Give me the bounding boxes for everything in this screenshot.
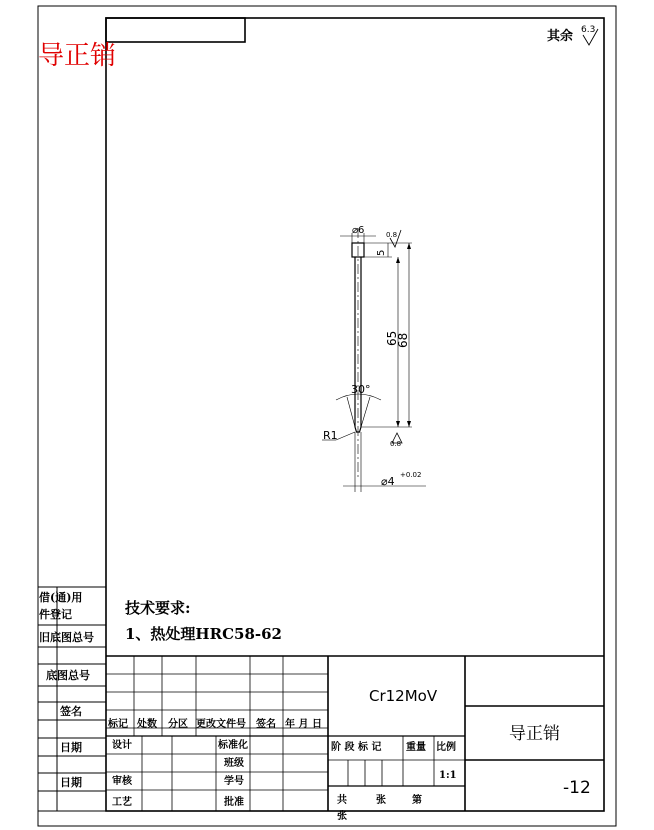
material: Cr12MoV bbox=[369, 687, 438, 705]
label-class: 班级 bbox=[224, 758, 244, 769]
roughness-top-value: 0.8 bbox=[386, 231, 398, 239]
dim-angle: 30° bbox=[351, 383, 371, 396]
label-process: 工艺 bbox=[112, 797, 132, 808]
label-standardize: 标准化 bbox=[218, 740, 248, 751]
part-drawing bbox=[322, 228, 426, 492]
weight-label: 重量 bbox=[406, 742, 426, 753]
col-mark: 标记 bbox=[108, 719, 128, 730]
dim-head-diameter: ⌀6 bbox=[352, 225, 365, 236]
roughness-tip-value: 0.8 bbox=[390, 440, 402, 448]
label-approve: 批准 bbox=[224, 797, 244, 808]
dim-tolerance: +0.02 bbox=[400, 471, 422, 479]
dim-total-length: 68 bbox=[396, 332, 410, 348]
watermark-title: 导正销 bbox=[38, 41, 117, 71]
roughness-other-value: 6.3 bbox=[581, 25, 596, 35]
label-review: 审核 bbox=[112, 776, 132, 787]
left-borrow-line2: 件登记 bbox=[39, 608, 72, 621]
scale-value: 1:1 bbox=[439, 770, 457, 781]
col-date: 年 月 日 bbox=[285, 719, 322, 730]
label-design: 设计 bbox=[112, 740, 132, 751]
roughness-other-label: 其余 bbox=[547, 29, 574, 44]
dim-shank-diameter: ⌀4 bbox=[381, 475, 395, 488]
sheets-label: 张 bbox=[376, 795, 386, 806]
stage-mark-label: 阶 段 标 记 bbox=[331, 742, 382, 753]
part-name: 导正销 bbox=[509, 724, 560, 744]
left-old-drawing-no: 旧底图总号 bbox=[39, 631, 94, 644]
dim-tip-radius: R1 bbox=[323, 429, 338, 442]
col-sign: 签名 bbox=[256, 719, 276, 730]
top-left-number-box bbox=[106, 18, 245, 42]
col-zone: 分区 bbox=[168, 719, 188, 730]
page-label: 第 bbox=[412, 795, 422, 806]
drawing-number: -12 bbox=[563, 778, 591, 798]
outer-frame bbox=[38, 6, 616, 826]
left-date1: 日期 bbox=[60, 741, 82, 754]
tech-requirements-item1: 1、热处理HRC58-62 bbox=[125, 625, 282, 643]
tech-requirements-title: 技术要求: bbox=[125, 599, 191, 617]
col-change-doc: 更改文件号 bbox=[196, 719, 246, 730]
left-base-drawing-no: 底图总号 bbox=[46, 669, 90, 682]
left-borrow-line1: 借(通)用 bbox=[39, 591, 83, 604]
col-count: 处数 bbox=[137, 719, 157, 730]
left-signature: 签名 bbox=[60, 705, 82, 718]
dim-head-height: 5 bbox=[376, 249, 387, 256]
ratio-label: 比例 bbox=[436, 742, 456, 753]
dim-shank-length: 65 bbox=[385, 330, 399, 346]
total-label: 共 bbox=[337, 795, 347, 806]
left-date2: 日期 bbox=[60, 776, 82, 789]
sheet-suffix-label: 张 bbox=[337, 811, 347, 822]
label-student-no: 学号 bbox=[224, 776, 244, 787]
